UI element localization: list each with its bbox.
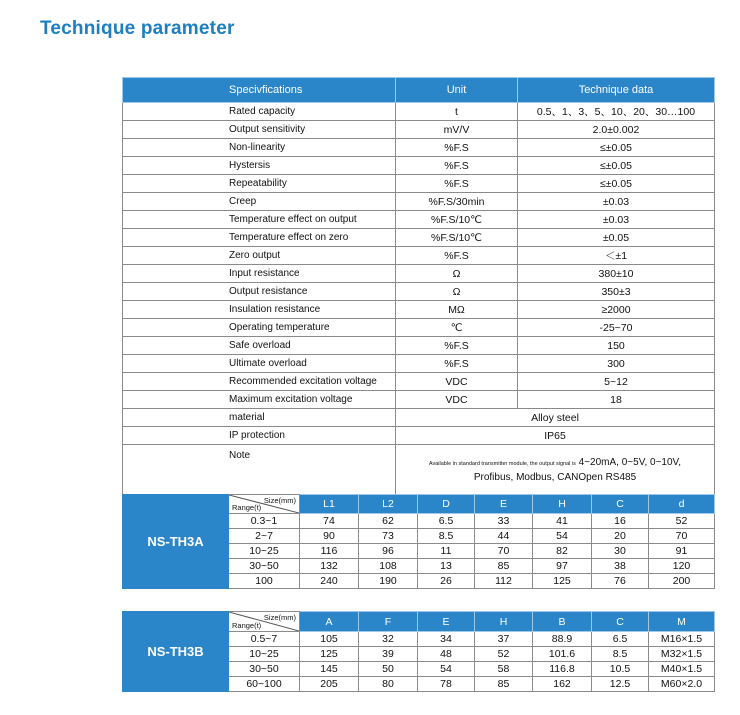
spec-unit: %F.S/10℃ xyxy=(396,211,518,229)
size-cell: 76 xyxy=(592,574,649,589)
spec-name: Rated capacity xyxy=(123,103,396,121)
range-cell: 2~7 xyxy=(229,529,300,544)
range-cell: 30~50 xyxy=(229,662,300,677)
spec-unit: %F.S xyxy=(396,139,518,157)
spec-value: 350±3 xyxy=(518,283,715,301)
spec-row xyxy=(123,283,715,301)
spec-unit: VDC xyxy=(396,391,518,409)
range-label: Range(t) xyxy=(232,503,262,512)
size-cell: 70 xyxy=(649,529,715,544)
spec-unit: %F.S/10℃ xyxy=(396,229,518,247)
spec-row xyxy=(123,355,715,373)
size-range-corner xyxy=(229,495,300,514)
column-header: L1 xyxy=(300,495,359,514)
column-header: D xyxy=(418,495,475,514)
spec-name: Temperature effect on zero xyxy=(123,229,396,247)
column-header: A xyxy=(300,612,359,632)
size-cell: 90 xyxy=(300,529,359,544)
size-cell: 85 xyxy=(475,677,533,692)
size-cell: 91 xyxy=(649,544,715,559)
spec-name: Insulation resistance xyxy=(123,301,396,319)
size-cell: 34 xyxy=(418,632,475,647)
spec-row xyxy=(123,319,715,337)
spec-unit: ℃ xyxy=(396,319,518,337)
spec-row xyxy=(123,211,715,229)
header-specifications: Specivfications xyxy=(123,78,396,103)
spec-row xyxy=(123,301,715,319)
size-range-corner xyxy=(229,612,300,632)
size-cell: 39 xyxy=(359,647,418,662)
size-cell: M32×1.5 xyxy=(649,647,715,662)
spec-name: Hystersis xyxy=(123,157,396,175)
size-cell: 125 xyxy=(533,574,592,589)
spec-unit: %F.S xyxy=(396,355,518,373)
size-cell: 85 xyxy=(475,559,533,574)
size-cell: 20 xyxy=(592,529,649,544)
size-header-row xyxy=(123,612,715,632)
spec-row xyxy=(123,139,715,157)
th3b-body xyxy=(123,612,715,692)
size-cell: 33 xyxy=(475,514,533,529)
spec-unit: %F.S xyxy=(396,175,518,193)
spec-name: Output resistance xyxy=(123,283,396,301)
size-cell: 41 xyxy=(533,514,592,529)
range-cell: 10~25 xyxy=(229,647,300,662)
spec-value: ±0.03 xyxy=(518,193,715,211)
header-technique-data: Technique data xyxy=(518,78,715,103)
size-cell: 58 xyxy=(475,662,533,677)
spec-value: 18 xyxy=(518,391,715,409)
size-cell: 8.5 xyxy=(418,529,475,544)
spec-value: ≥2000 xyxy=(518,301,715,319)
size-cell: 132 xyxy=(300,559,359,574)
spec-value: ±0.03 xyxy=(518,211,715,229)
size-cell: 32 xyxy=(359,632,418,647)
spec-name: Non-linearity xyxy=(123,139,396,157)
size-cell: 73 xyxy=(359,529,418,544)
size-cell: 62 xyxy=(359,514,418,529)
spec-value: 5~12 xyxy=(518,373,715,391)
size-cell: 74 xyxy=(300,514,359,529)
size-cell: 145 xyxy=(300,662,359,677)
size-cell: 108 xyxy=(359,559,418,574)
spec-name: Output sensitivity xyxy=(123,121,396,139)
spec-name: Creep xyxy=(123,193,396,211)
column-header: F xyxy=(359,612,418,632)
model-name: NS-TH3A xyxy=(123,495,229,589)
size-cell: 52 xyxy=(475,647,533,662)
spec-header-row xyxy=(123,78,715,103)
size-cell: 54 xyxy=(418,662,475,677)
spec-table xyxy=(122,77,715,495)
size-cell: M60×2.0 xyxy=(649,677,715,692)
spec-value: ＜±1 xyxy=(518,247,715,265)
spec-unit: %F.S/30min xyxy=(396,193,518,211)
spec-name: IP protection xyxy=(123,427,396,445)
note-text xyxy=(396,445,715,495)
size-cell: 101.6 xyxy=(533,647,592,662)
spec-unit: VDC xyxy=(396,373,518,391)
size-cell: 88.9 xyxy=(533,632,592,647)
spec-row xyxy=(123,193,715,211)
spec-body xyxy=(123,103,715,409)
size-cell: 96 xyxy=(359,544,418,559)
column-header: C xyxy=(592,612,649,632)
column-header: B xyxy=(533,612,592,632)
size-cell: 12.5 xyxy=(592,677,649,692)
spec-value: 150 xyxy=(518,337,715,355)
size-cell: 54 xyxy=(533,529,592,544)
size-cell: 116 xyxy=(300,544,359,559)
size-cell: 26 xyxy=(418,574,475,589)
size-cell: 11 xyxy=(418,544,475,559)
size-cell: 190 xyxy=(359,574,418,589)
spec-name: Ultimate overload xyxy=(123,355,396,373)
note-line-2: Profibus, Modbus, CANOpen RS485 xyxy=(473,471,637,483)
spec-row xyxy=(123,373,715,391)
spec-value: Alloy steel xyxy=(396,409,715,427)
size-cell: 105 xyxy=(300,632,359,647)
size-cell: 240 xyxy=(300,574,359,589)
spec-value: 380±10 xyxy=(518,265,715,283)
column-header: E xyxy=(418,612,475,632)
size-cell: 6.5 xyxy=(418,514,475,529)
column-header: L2 xyxy=(359,495,418,514)
size-cell: 50 xyxy=(359,662,418,677)
column-header: H xyxy=(475,612,533,632)
size-cell: 70 xyxy=(475,544,533,559)
spec-row-note xyxy=(123,445,715,495)
spec-value: ≤±0.05 xyxy=(518,139,715,157)
size-cell: 30 xyxy=(592,544,649,559)
spec-unit: MΩ xyxy=(396,301,518,319)
spec-name: material xyxy=(123,409,396,427)
size-cell: 205 xyxy=(300,677,359,692)
spec-row xyxy=(123,175,715,193)
size-cell: 200 xyxy=(649,574,715,589)
spec-value: 300 xyxy=(518,355,715,373)
spec-name: Recommended excitation voltage xyxy=(123,373,396,391)
size-cell: 125 xyxy=(300,647,359,662)
spec-row xyxy=(123,157,715,175)
spec-row-ip xyxy=(123,427,715,445)
size-cell: 44 xyxy=(475,529,533,544)
column-header: d xyxy=(649,495,715,514)
model-name: NS-TH3B xyxy=(123,612,229,692)
size-cell: 97 xyxy=(533,559,592,574)
spec-unit: %F.S xyxy=(396,247,518,265)
size-label: Size(mm) xyxy=(263,496,296,505)
column-header: E xyxy=(475,495,533,514)
spec-row-material xyxy=(123,409,715,427)
range-cell: 60~100 xyxy=(229,677,300,692)
spec-name: Operating temperature xyxy=(123,319,396,337)
spec-unit: Ω xyxy=(396,283,518,301)
size-cell: 37 xyxy=(475,632,533,647)
spec-name: Temperature effect on output xyxy=(123,211,396,229)
spec-value: ±0.05 xyxy=(518,229,715,247)
column-header: C xyxy=(592,495,649,514)
spec-value: ≤±0.05 xyxy=(518,175,715,193)
size-cell: 80 xyxy=(359,677,418,692)
spec-row xyxy=(123,103,715,121)
range-cell: 0.5~7 xyxy=(229,632,300,647)
spec-row xyxy=(123,247,715,265)
column-header: H xyxy=(533,495,592,514)
spec-unit: %F.S xyxy=(396,337,518,355)
spec-row xyxy=(123,337,715,355)
size-cell: 78 xyxy=(418,677,475,692)
size-cell: 13 xyxy=(418,559,475,574)
spec-unit: mV/V xyxy=(396,121,518,139)
spec-unit: Ω xyxy=(396,265,518,283)
size-cell: 120 xyxy=(649,559,715,574)
spec-name: Note xyxy=(123,445,396,495)
page-title: Technique parameter xyxy=(40,18,235,39)
size-cell: M40×1.5 xyxy=(649,662,715,677)
spec-value: ≤±0.05 xyxy=(518,157,715,175)
size-cell: 112 xyxy=(475,574,533,589)
spec-name: Maximum excitation voltage xyxy=(123,391,396,409)
spec-name: Repeatability xyxy=(123,175,396,193)
spec-value: 0.5、1、3、5、10、20、30…100 xyxy=(518,103,715,121)
size-cell: 6.5 xyxy=(592,632,649,647)
range-label: Range(t) xyxy=(232,621,262,630)
range-cell: 100 xyxy=(229,574,300,589)
header-unit: Unit xyxy=(396,78,518,103)
spec-value: 2.0±0.002 xyxy=(518,121,715,139)
spec-name: Safe overload xyxy=(123,337,396,355)
size-table-ns-th3a xyxy=(122,494,715,589)
spec-row xyxy=(123,391,715,409)
size-table-ns-th3b xyxy=(122,611,715,692)
spec-row xyxy=(123,229,715,247)
size-label: Size(mm) xyxy=(263,613,296,622)
note-small-text: Available in standard transmitter module, the output signal is xyxy=(428,460,576,467)
size-cell: 48 xyxy=(418,647,475,662)
column-header: M xyxy=(649,612,715,632)
spec-value: -25~70 xyxy=(518,319,715,337)
spec-value: IP65 xyxy=(396,427,715,445)
th3a-body xyxy=(123,495,715,589)
size-cell: 162 xyxy=(533,677,592,692)
size-header-row xyxy=(123,495,715,514)
note-signals: 4~20mA, 0~5V, 0~10V, xyxy=(578,456,682,468)
spec-row xyxy=(123,121,715,139)
range-cell: 10~25 xyxy=(229,544,300,559)
size-cell: 16 xyxy=(592,514,649,529)
range-cell: 0.3~1 xyxy=(229,514,300,529)
size-cell: 116.8 xyxy=(533,662,592,677)
size-cell: 52 xyxy=(649,514,715,529)
size-cell: 8.5 xyxy=(592,647,649,662)
range-cell: 30~50 xyxy=(229,559,300,574)
spec-unit: t xyxy=(396,103,518,121)
size-cell: M16×1.5 xyxy=(649,632,715,647)
spec-unit: %F.S xyxy=(396,157,518,175)
size-cell: 82 xyxy=(533,544,592,559)
spec-name: Input resistance xyxy=(123,265,396,283)
note-line-1 xyxy=(396,456,714,471)
spec-row xyxy=(123,265,715,283)
size-cell: 38 xyxy=(592,559,649,574)
spec-name: Zero output xyxy=(123,247,396,265)
size-cell: 10.5 xyxy=(592,662,649,677)
